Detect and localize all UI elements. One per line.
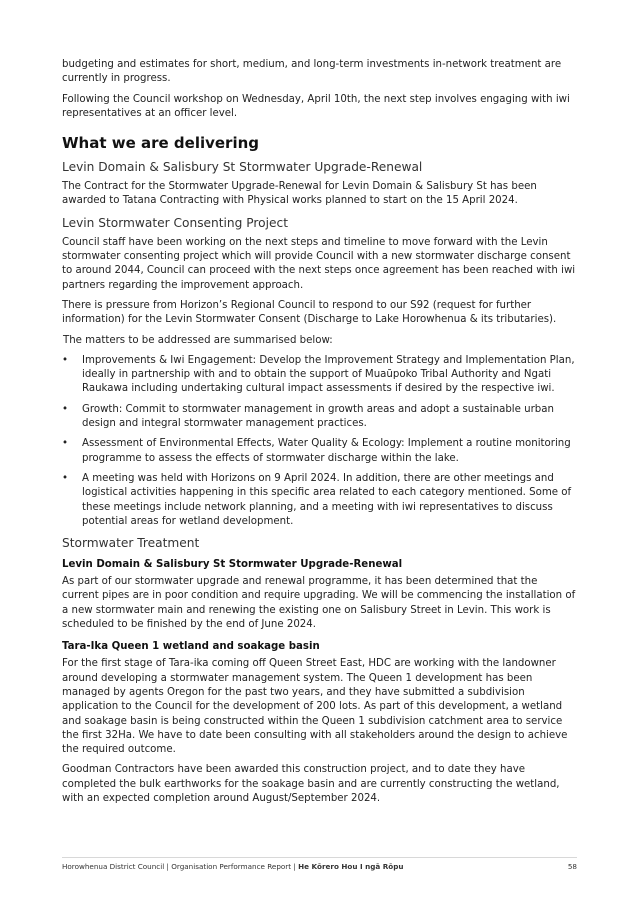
bullet-icon: • (62, 354, 69, 366)
list-item-text: A meeting was held with Horizons on 9 April 2024. In addition, there are other meetings and logistical activities happening in this specific area related to each category mentioned. Some of these meetings include network planning, and a meeting with iwi representatives to discuss potential areas for wetland development. (82, 472, 572, 527)
subheading-levin-domain: Levin Domain & Salisbury St Stormwater Upgrade-Renewal (62, 160, 423, 175)
list-item-text: Assessment of Environmental Effects, Water Quality & Ecology: Implement a routine monitoring programme to assess the effects of stormwater discharge within the lake. (82, 438, 571, 464)
subheading-consenting-project: Levin Stormwater Consenting Project (62, 215, 288, 230)
list-item (62, 403, 577, 432)
bullet-icon: • (62, 403, 69, 415)
list-item (62, 354, 577, 397)
consenting-paragraph-1: Council staff have been working on the next steps and timeline to move forward with the Levin stormwater consenting project which will provide Council with a new stormwater discharge consent to around 2044, Council can proceed with the next steps once agreement has been reached with iwi partners regarding the improvement approach. (62, 236, 576, 291)
item-paragraph-levin-domain: As part of our stormwater upgrade and renewal programme, it has been determined that the current pipes are in poor condition and require upgrading. We will be commencing the installation of a new stormwater main and renewing the existing one on Salisbury Street in Levin. This work is scheduled to be finished by the end of June 2024. (62, 576, 576, 631)
tara-ika-paragraph-2: Goodman Contractors have been awarded this construction project, and to date they have completed the bulk earthworks for the soakage basin and are currently constructing the wetland, with an expected completion around August/September 2024. (62, 764, 560, 804)
item-title-levin-domain: Levin Domain & Salisbury St Stormwater Upgrade-Renewal (62, 559, 403, 571)
intro-paragraph-1: budgeting and estimates for short, medium, and long-term investments in-network treatment are currently in progress. (62, 59, 562, 85)
list-item (62, 472, 577, 529)
item-title-tara-ika: Tara-Ika Queen 1 wetland and soakage basin (62, 641, 320, 653)
bullet-icon: • (62, 472, 69, 484)
tara-ika-paragraph-1: For the first stage of Tara-ika coming off Queen Street East, HDC are working with the landowner around developing a stormwater management system. The Queen 1 development has been managed by agents Oregon for the past two years, and they have submitted a subdivision application to the Council for the development of 200 lots. As part of this development, a wetland and soakage basin is being constructed within the Queen 1 subdivision catchment area to service the first 32Ha. We have to date been consulting with all stakeholders around the design to achieve the required outcome. (62, 658, 568, 756)
levin-domain-paragraph: The Contract for the Stormwater Upgrade-Renewal for Levin Domain & Salisbury St has been awarded to Tatana Contracting with Physical works planned to start on the 15 April 2024. (62, 181, 537, 207)
matters-intro: The matters to be addressed are summarised below: (63, 334, 333, 346)
list-item-text: Improvements & Iwi Engagement: Develop the Improvement Strategy and Implementation Plan, ideally in partnership with and to obtain the support of Muaūpoko Tribal Authority and Ngati Raukawa including undertaking cultural impact assessments if desired by the respective iwi. (82, 354, 575, 395)
intro-paragraph-2: Following the Council workshop on Wednesday, April 10th, the next step involves engaging with iwi representatives at an officer level. (62, 93, 570, 119)
list-item-text: Growth: Commit to stormwater management in growth areas and adopt a sustainable urban design and integral stormwater management practices. (82, 403, 554, 430)
subheading-stormwater-treatment: Stormwater Treatment (62, 536, 200, 551)
page-number: 58 (567, 862, 577, 871)
page-footer (62, 857, 577, 872)
footer-text: Horowhenua District Council | Organisation Performance Report | (62, 862, 299, 871)
list-item (62, 437, 577, 466)
matters-list (62, 354, 577, 529)
page-content (62, 58, 577, 806)
section-heading: What we are delivering (62, 134, 260, 153)
footer-title: He Kōrero Hou I ngā Rōpu (298, 862, 404, 871)
consenting-paragraph-2: There is pressure from Horizon’s Regional Council to respond to our S92 (request for further information) for the Levin Stormwater Consent (Discharge to Lake Horowhenua & its tributaries). (62, 299, 557, 326)
bullet-icon: • (62, 438, 69, 450)
